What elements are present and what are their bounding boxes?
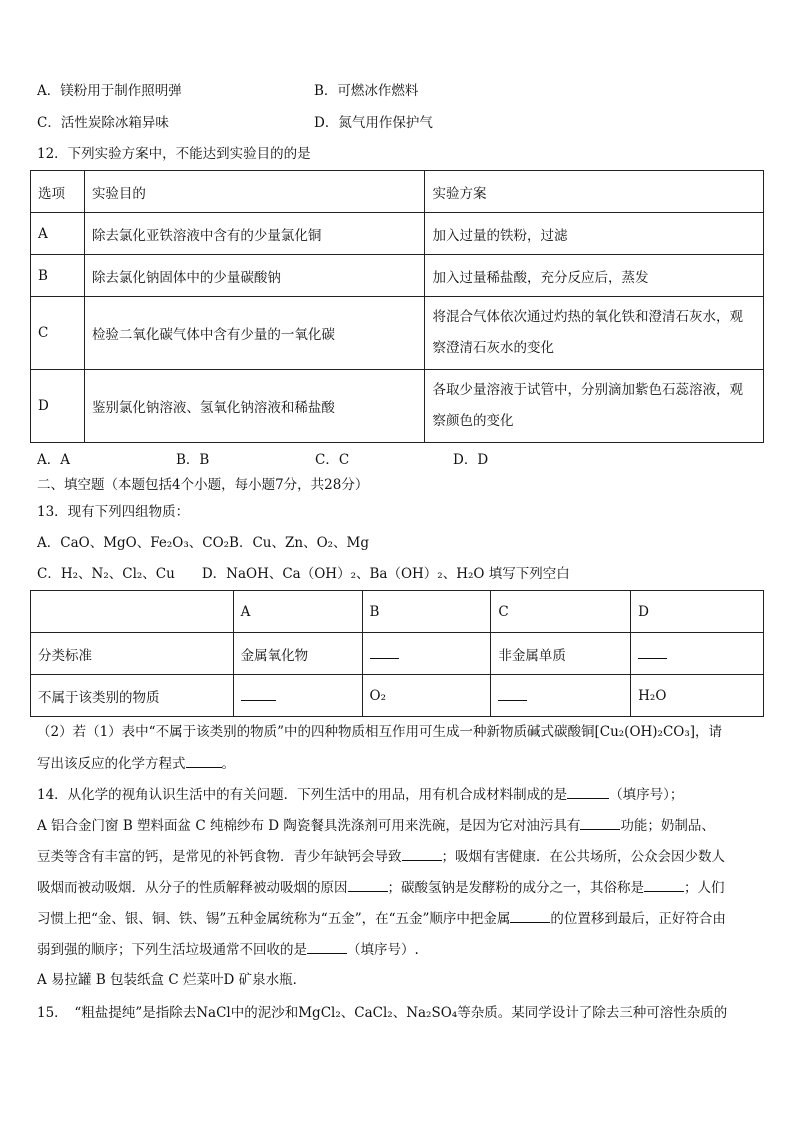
q11-option-c: C．活性炭除冰箱异味 <box>37 115 169 131</box>
q14-line1 <box>37 784 683 805</box>
q14-text: 习惯上把“金、银、铜、铁、锡”五种金属统称为“五金”，在“五金”顺序中把金属 <box>37 911 511 927</box>
q14-text: ；吸烟有害健康．在公共场所，公众会因少数人 <box>441 849 725 865</box>
q14-text: 的位置移到最后，正好符合由 <box>550 911 726 927</box>
row-option: C <box>31 297 85 370</box>
answer-blank[interactable] <box>186 753 222 768</box>
q14-text: 吸烟而被动吸烟．从分子的性质解释被动吸烟的原因 <box>37 880 348 896</box>
header-b: B <box>362 591 491 633</box>
q12-answer-a: A．A <box>37 452 70 468</box>
q14-line7: A 易拉罐 B 包装纸盒 C 烂菜叶D 矿泉水瓶． <box>37 972 307 988</box>
header-a: A <box>233 591 362 633</box>
row-option: D <box>31 370 85 443</box>
table-row <box>31 633 764 675</box>
q14-line4 <box>37 877 725 898</box>
q14-text: （填序号）. <box>347 942 419 958</box>
q13-stem: 13．现有下列四组物质： <box>37 504 190 520</box>
cell-d-blank <box>631 633 764 675</box>
q14-line2 <box>37 815 715 836</box>
q14-line6 <box>37 939 419 960</box>
answer-blank[interactable] <box>567 784 609 799</box>
table-row <box>31 297 764 370</box>
table-row <box>31 675 764 717</box>
q12-table <box>30 170 764 443</box>
row-plan: 加入过量稀盐酸，充分反应后，蒸发 <box>425 255 764 297</box>
row-option: B <box>31 255 85 297</box>
table-row <box>31 255 764 297</box>
row-label: 分类标准 <box>31 633 234 675</box>
row-purpose: 除去氯化钠固体中的少量碳酸钠 <box>84 255 425 297</box>
table-row <box>31 370 764 443</box>
section-heading: 二、填空题（本题包括4个小题，每小题7分，共28分） <box>37 477 369 493</box>
q11-option-d: D．氮气用作保护气 <box>314 115 433 131</box>
header-option: 选项 <box>31 171 85 213</box>
answer-blank[interactable] <box>370 644 399 659</box>
q14-line5 <box>37 908 726 929</box>
q14-text: 弱到强的顺序；下列生活垃圾通常不回收的是 <box>37 942 307 958</box>
answer-blank[interactable] <box>580 815 620 830</box>
cell-c-blank <box>491 675 631 717</box>
q14-text: 豆类等含有丰富的钙，是常见的补钙食物．青少年缺钙会导致 <box>37 849 402 865</box>
table-header-row <box>31 171 764 213</box>
table-row <box>31 213 764 255</box>
header-d: D <box>631 591 764 633</box>
q15-stem: 15． “粗盐提纯”是指除去NaCl中的泥沙和MgCl₂、CaCl₂、Na₂SO₄等杂质。某同学设计了除去三种可溶性杂质的 <box>37 1005 728 1021</box>
q12-stem: 12．下列实验方案中，不能达到实验目的的是 <box>37 146 311 162</box>
row-plan: 加入过量的铁粉，过滤 <box>425 213 764 255</box>
q13-part2-line2 <box>37 753 235 774</box>
cell-a-blank <box>233 675 362 717</box>
header-c: C <box>491 591 631 633</box>
row-purpose: 鉴别氯化钠溶液、氢氧化钠溶液和稀盐酸 <box>84 370 425 443</box>
row-plan: 各取少量溶液于试管中，分别滴加紫色石蕊溶液，观察颜色的变化 <box>425 370 764 443</box>
answer-blank[interactable] <box>498 686 527 701</box>
cell-d: H₂O <box>631 675 764 717</box>
q13-part2: （2）若（1）表中“不属于该类别的物质”中的四种物质相互作用可生成一种新物质碱式碳酸铜[Cu₂(OH)₂CO₃]，请 <box>37 724 723 740</box>
q11-option-b: B．可燃冰作燃料 <box>314 83 419 99</box>
row-plan: 将混合气体依次通过灼热的氧化铁和澄清石灰水，观察澄清石灰水的变化 <box>425 297 764 370</box>
row-purpose: 检验二氧化碳气体中含有少量的一氧化碳 <box>84 297 425 370</box>
cell-b: O₂ <box>362 675 491 717</box>
q14-text: 功能；奶制品、 <box>620 818 715 834</box>
answer-blank[interactable] <box>348 877 388 892</box>
cell-a: 金属氧化物 <box>233 633 362 675</box>
q14-text: ；碳酸氢钠是发酵粉的成分之一，其俗称是 <box>387 880 644 896</box>
row-label: 不属于该类别的物质 <box>31 675 234 717</box>
q12-answer-b: B．B <box>176 452 210 468</box>
answer-blank[interactable] <box>307 939 347 954</box>
q14-text: A 铝合金门窗 B 塑料面盆 C 纯棉纱布 D 陶瓷餐具洗涤剂可用来洗碗，是因为它对油污具有 <box>37 818 581 834</box>
q14-text: ；人们 <box>684 880 725 896</box>
header-purpose: 实验目的 <box>84 171 425 213</box>
q14-line3 <box>37 846 725 867</box>
answer-blank[interactable] <box>644 877 684 892</box>
q11-option-a: A．镁粉用于制作照明弹 <box>37 83 182 99</box>
q12-answer-d: D．D <box>453 452 489 468</box>
q13-part2-text: 写出该反应的化学方程式 <box>37 756 186 772</box>
answer-blank[interactable] <box>402 846 442 861</box>
table-header-row <box>31 591 764 633</box>
q13-table <box>30 590 764 717</box>
q12-answer-c: C．C <box>315 452 350 468</box>
q13-part2-end: 。 <box>221 756 235 772</box>
answer-blank[interactable] <box>241 686 276 701</box>
row-purpose: 除去氯化亚铁溶液中含有的少量氯化铜 <box>84 213 425 255</box>
answer-blank[interactable] <box>638 644 667 659</box>
header-blank <box>31 591 234 633</box>
row-option: A <box>31 213 85 255</box>
q14-text: 14．从化学的视角认识生活中的有关问题．下列生活中的用品，用有机合成材料制成的是 <box>37 787 568 803</box>
answer-blank[interactable] <box>510 908 550 923</box>
cell-b-blank <box>362 633 491 675</box>
q13-groups-ab: A．CaO、MgO、Fe₂O₃、CO₂B．Cu、Zn、O₂、Mg <box>37 535 370 551</box>
q14-text: （填序号）； <box>609 787 684 803</box>
q13-groups-cd: C．H₂、N₂、Cl₂、Cu D．NaOH、Ca（OH）₂、Ba（OH）₂、H₂O 填写下列空白 <box>37 566 570 582</box>
header-plan: 实验方案 <box>425 171 764 213</box>
cell-c: 非金属单质 <box>491 633 631 675</box>
